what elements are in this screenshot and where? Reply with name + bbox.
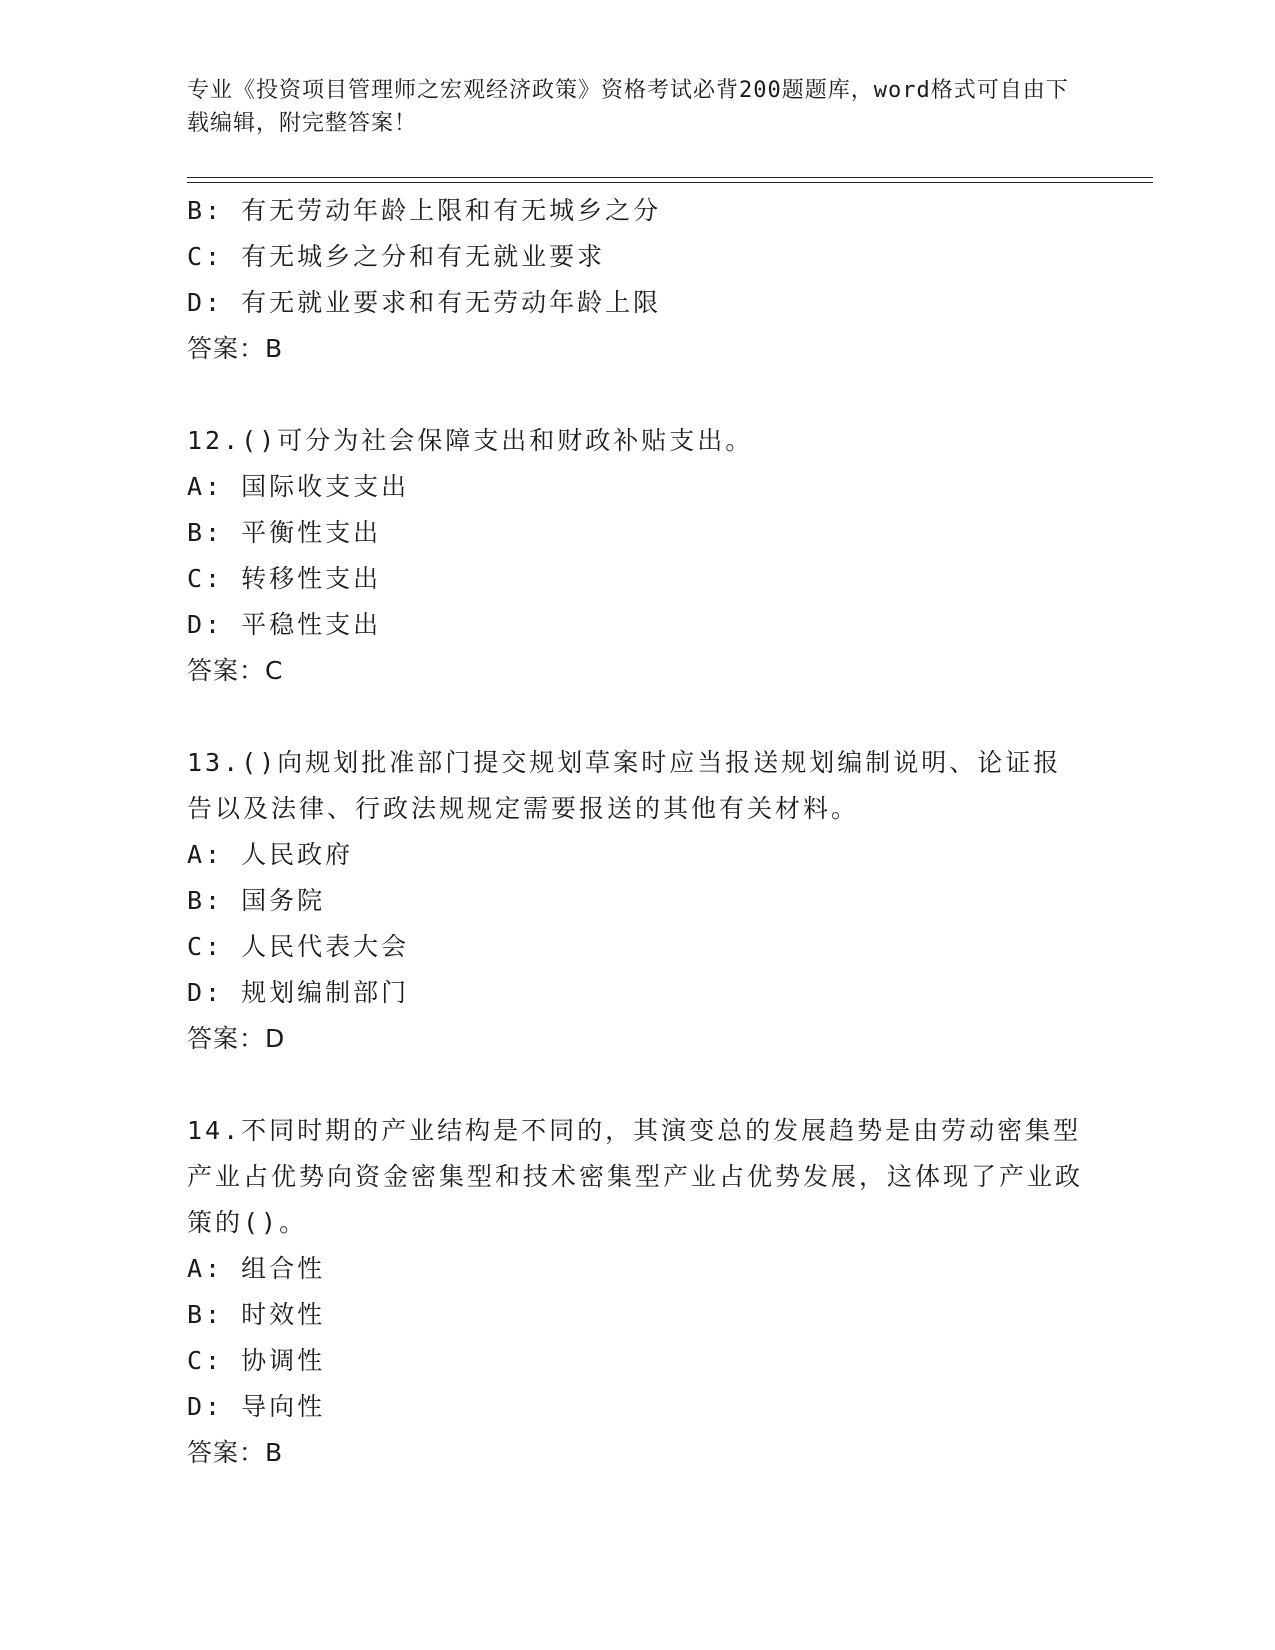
answer: 答案：B <box>187 1438 284 1467</box>
question-12 <box>187 418 1087 694</box>
option-c: C: 转移性支出 <box>187 564 382 593</box>
answer: 答案：B <box>187 334 284 363</box>
option-a: A: 组合性 <box>187 1254 326 1283</box>
option-d: D: 规划编制部门 <box>187 978 410 1007</box>
option-a: A: 人民政府 <box>187 840 354 869</box>
option-d: D: 有无就业要求和有无劳动年龄上限 <box>187 288 662 317</box>
header-title: 专业《投资项目管理师之宏观经济政策》资格考试必背200题题库，word格式可自由下载编辑，附完整答案！ <box>187 78 1069 136</box>
header-divider-top <box>187 177 1153 178</box>
question-stem: 14.不同时期的产业结构是不同的，其演变总的发展趋势是由劳动密集型产业占优势向资金密集型和技术密集型产业占优势发展，这体现了产业政策的()。 <box>187 1116 1084 1237</box>
option-b: B: 国务院 <box>187 886 326 915</box>
question-13 <box>187 740 1087 1062</box>
question-14 <box>187 1108 1087 1476</box>
option-d: D: 平稳性支出 <box>187 610 382 639</box>
option-c: C: 协调性 <box>187 1346 326 1375</box>
question-list <box>187 188 1087 1476</box>
option-c: C: 人民代表大会 <box>187 932 410 961</box>
document-header <box>187 74 1087 140</box>
question-stem: 13.()向规划批准部门提交规划草案时应当报送规划编制说明、论证报告以及法律、行政法规规定需要报送的其他有关材料。 <box>187 748 1062 823</box>
answer: 答案：C <box>187 656 284 685</box>
option-b: B: 平衡性支出 <box>187 518 382 547</box>
question-stem: 12.()可分为社会保障支出和财政补贴支出。 <box>187 426 754 455</box>
option-d: D: 导向性 <box>187 1392 326 1421</box>
option-b: B: 有无劳动年龄上限和有无城乡之分 <box>187 196 662 225</box>
header-divider-bottom <box>187 182 1153 183</box>
question-11-continued <box>187 188 1087 372</box>
option-a: A: 国际收支支出 <box>187 472 410 501</box>
answer: 答案：D <box>187 1024 286 1053</box>
option-c: C: 有无城乡之分和有无就业要求 <box>187 242 606 271</box>
option-b: B: 时效性 <box>187 1300 326 1329</box>
